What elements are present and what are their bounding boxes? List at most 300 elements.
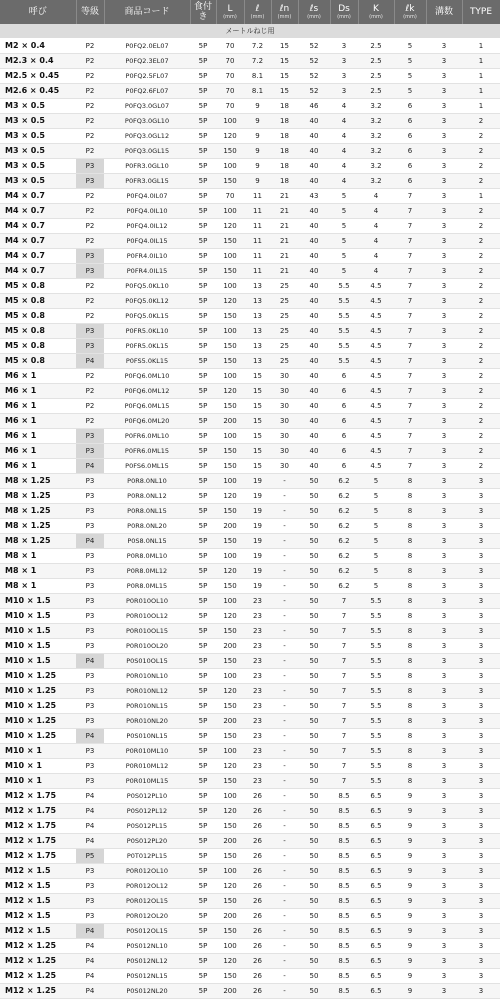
table-cell: 40	[298, 234, 330, 249]
column-header	[394, 0, 426, 24]
table-cell: 5.5	[358, 699, 394, 714]
table-cell: 9	[244, 129, 271, 144]
table-cell: 2	[462, 264, 500, 279]
table-cell: 19	[244, 519, 271, 534]
table-cell: M12 × 1.75	[0, 804, 76, 819]
table-cell: 52	[298, 69, 330, 84]
table-cell: 13	[244, 354, 271, 369]
table-cell: 5P	[190, 609, 216, 624]
table-cell: 7	[394, 279, 426, 294]
table-cell: 5	[358, 504, 394, 519]
table-cell: 5P	[190, 234, 216, 249]
table-cell: -	[271, 519, 298, 534]
table-cell: 3	[426, 744, 462, 759]
table-cell: 5P	[190, 729, 216, 744]
table-cell: 3	[462, 864, 500, 879]
table-cell: M10 × 1.5	[0, 624, 76, 639]
table-cell: 15	[271, 54, 298, 69]
table-cell: 100	[216, 549, 244, 564]
table-cell: 26	[244, 819, 271, 834]
table-cell: 5P	[190, 714, 216, 729]
table-cell: 6.2	[330, 489, 358, 504]
table-cell: P3	[76, 909, 104, 924]
table-cell: 13	[244, 309, 271, 324]
table-row	[0, 984, 500, 999]
table-cell: M5 × 0.8	[0, 309, 76, 324]
table-cell: P2	[76, 189, 104, 204]
table-cell: 4.5	[358, 444, 394, 459]
table-cell: P3	[76, 639, 104, 654]
table-cell: -	[271, 624, 298, 639]
table-cell: 100	[216, 744, 244, 759]
table-cell: 3	[426, 69, 462, 84]
table-cell: -	[271, 534, 298, 549]
table-cell: 70	[216, 54, 244, 69]
table-cell: P0R8.0NL15	[104, 504, 190, 519]
table-cell: 50	[298, 489, 330, 504]
table-cell: 8	[394, 504, 426, 519]
table-cell: M4 × 0.7	[0, 204, 76, 219]
table-cell: 3	[462, 504, 500, 519]
table-cell: 3	[426, 894, 462, 909]
table-cell: 21	[271, 204, 298, 219]
table-cell: 2	[462, 114, 500, 129]
table-cell: M3 × 0.5	[0, 129, 76, 144]
table-cell: P0FR3.0GL10	[104, 159, 190, 174]
table-cell: 8	[394, 549, 426, 564]
table-cell: 40	[298, 444, 330, 459]
table-cell: 150	[216, 234, 244, 249]
table-cell: 8	[394, 774, 426, 789]
table-row	[0, 444, 500, 459]
table-cell: M4 × 0.7	[0, 264, 76, 279]
table-row	[0, 234, 500, 249]
table-cell: 3	[462, 879, 500, 894]
column-header-label: 等級	[80, 7, 99, 17]
table-cell: 8	[394, 474, 426, 489]
table-cell: 5	[394, 84, 426, 99]
table-cell: P0S012NL10	[104, 939, 190, 954]
table-cell: 5	[394, 69, 426, 84]
table-cell: 5.5	[358, 639, 394, 654]
table-cell: 19	[244, 489, 271, 504]
table-cell: 5P	[190, 759, 216, 774]
table-cell: 5.5	[358, 594, 394, 609]
table-cell: 11	[244, 264, 271, 279]
table-cell: -	[271, 669, 298, 684]
table-cell: 6.5	[358, 849, 394, 864]
column-header-label: TYPE	[469, 7, 493, 17]
table-cell: -	[271, 729, 298, 744]
table-cell: P3	[76, 429, 104, 444]
table-cell: M2 × 0.4	[0, 39, 76, 54]
table-cell: 5.5	[330, 324, 358, 339]
table-cell: 18	[271, 174, 298, 189]
table-cell: -	[271, 909, 298, 924]
table-row	[0, 594, 500, 609]
table-cell: 9	[244, 159, 271, 174]
table-cell: 6.5	[358, 909, 394, 924]
column-header-unit: (mm)	[223, 14, 237, 20]
table-cell: 3	[426, 114, 462, 129]
table-cell: 5P	[190, 294, 216, 309]
table-cell: P0S012NL20	[104, 984, 190, 999]
column-header-label: 溝数	[434, 7, 453, 17]
table-cell: 7	[330, 729, 358, 744]
table-cell: 50	[298, 924, 330, 939]
table-cell: 13	[244, 279, 271, 294]
table-cell: 3	[426, 924, 462, 939]
table-cell: P2	[76, 84, 104, 99]
table-cell: 5.5	[330, 339, 358, 354]
table-cell: P0R8.0ML15	[104, 579, 190, 594]
table-cell: P0FR6.0ML15	[104, 444, 190, 459]
table-cell: 9	[394, 879, 426, 894]
table-cell: 5P	[190, 429, 216, 444]
table-cell: 4.5	[358, 384, 394, 399]
table-cell: 120	[216, 684, 244, 699]
table-row	[0, 609, 500, 624]
table-cell: 5P	[190, 639, 216, 654]
table-cell: P3	[76, 699, 104, 714]
table-cell: 100	[216, 474, 244, 489]
table-cell: 7	[394, 369, 426, 384]
table-cell: P0FQ6.0ML12	[104, 384, 190, 399]
table-cell: 3	[426, 99, 462, 114]
table-row	[0, 624, 500, 639]
table-cell: M10 × 1	[0, 774, 76, 789]
table-row	[0, 939, 500, 954]
table-cell: 150	[216, 459, 244, 474]
table-cell: 40	[298, 144, 330, 159]
table-cell: 2	[462, 324, 500, 339]
table-cell: 50	[298, 714, 330, 729]
table-row	[0, 534, 500, 549]
table-cell: 5	[330, 204, 358, 219]
table-row	[0, 249, 500, 264]
table-cell: 4	[330, 174, 358, 189]
table-cell: 6.2	[330, 549, 358, 564]
table-cell: 2.5	[358, 54, 394, 69]
table-cell: 23	[244, 609, 271, 624]
table-cell: 11	[244, 189, 271, 204]
table-cell: 50	[298, 669, 330, 684]
table-cell: 7	[330, 624, 358, 639]
table-cell: 11	[244, 219, 271, 234]
table-cell: 40	[298, 384, 330, 399]
table-cell: 50	[298, 939, 330, 954]
table-cell: 4	[330, 144, 358, 159]
table-cell: 3	[426, 339, 462, 354]
table-cell: -	[271, 969, 298, 984]
table-cell: 150	[216, 534, 244, 549]
table-cell: P0R010OL10	[104, 594, 190, 609]
table-cell: 3	[426, 444, 462, 459]
table-cell: -	[271, 984, 298, 999]
table-cell: P3	[76, 714, 104, 729]
table-cell: 50	[298, 639, 330, 654]
table-row	[0, 699, 500, 714]
table-cell: 6.2	[330, 534, 358, 549]
table-cell: M6 × 1	[0, 384, 76, 399]
table-row	[0, 654, 500, 669]
table-cell: 25	[271, 354, 298, 369]
table-cell: 13	[244, 324, 271, 339]
table-cell: 2	[462, 219, 500, 234]
table-cell: 7	[394, 339, 426, 354]
table-cell: 40	[298, 459, 330, 474]
table-cell: 3	[426, 414, 462, 429]
column-header-unit: (mm)	[307, 14, 321, 20]
table-cell: 5P	[190, 834, 216, 849]
table-cell: -	[271, 504, 298, 519]
table-cell: 3	[462, 624, 500, 639]
table-cell: -	[271, 834, 298, 849]
table-row	[0, 969, 500, 984]
table-cell: 5P	[190, 579, 216, 594]
table-cell: 5P	[190, 984, 216, 999]
table-cell: P4	[76, 924, 104, 939]
table-cell: 2	[462, 354, 500, 369]
table-cell: P4	[76, 819, 104, 834]
table-cell: P3	[76, 609, 104, 624]
table-cell: M8 × 1	[0, 564, 76, 579]
table-cell: 3	[426, 699, 462, 714]
table-cell: P0R010OL12	[104, 609, 190, 624]
column-header-label: 呼び	[28, 7, 47, 17]
table-cell: 100	[216, 159, 244, 174]
table-cell: 5	[358, 489, 394, 504]
table-cell: 6.2	[330, 519, 358, 534]
table-cell: 3	[426, 609, 462, 624]
table-cell: 50	[298, 954, 330, 969]
table-cell: 9	[244, 114, 271, 129]
table-cell: P0FQ6.0ML15	[104, 399, 190, 414]
table-cell: 26	[244, 984, 271, 999]
table-cell: 19	[244, 474, 271, 489]
table-cell: 1	[462, 99, 500, 114]
table-cell: 150	[216, 699, 244, 714]
table-row	[0, 909, 500, 924]
table-cell: P3	[76, 744, 104, 759]
table-cell: 5	[358, 519, 394, 534]
table-cell: P0S010NL15	[104, 729, 190, 744]
table-cell: 15	[244, 444, 271, 459]
table-cell: -	[271, 639, 298, 654]
table-cell: 40	[298, 129, 330, 144]
table-row	[0, 84, 500, 99]
table-cell: 50	[298, 504, 330, 519]
table-cell: 120	[216, 609, 244, 624]
table-cell: P0S010OL15	[104, 654, 190, 669]
table-cell: 5P	[190, 474, 216, 489]
table-cell: 7	[330, 594, 358, 609]
table-cell: 9	[244, 174, 271, 189]
table-cell: 2	[462, 129, 500, 144]
table-cell: M3 × 0.5	[0, 144, 76, 159]
table-cell: 50	[298, 684, 330, 699]
table-cell: M4 × 0.7	[0, 249, 76, 264]
table-cell: 3	[462, 789, 500, 804]
section-label: メートルねじ用	[0, 24, 500, 39]
table-cell: -	[271, 864, 298, 879]
table-cell: M3 × 0.5	[0, 174, 76, 189]
table-cell: P4	[76, 354, 104, 369]
table-cell: M10 × 1.5	[0, 654, 76, 669]
table-cell: 26	[244, 804, 271, 819]
table-cell: 3	[462, 714, 500, 729]
table-cell: 100	[216, 369, 244, 384]
table-cell: P2	[76, 39, 104, 54]
table-cell: 40	[298, 204, 330, 219]
table-cell: 2	[462, 249, 500, 264]
table-cell: 6.5	[358, 834, 394, 849]
table-cell: 2	[462, 414, 500, 429]
table-cell: 200	[216, 414, 244, 429]
table-cell: M10 × 1.25	[0, 669, 76, 684]
table-cell: M12 × 1.75	[0, 834, 76, 849]
table-cell: 23	[244, 699, 271, 714]
table-cell: P4	[76, 984, 104, 999]
table-cell: 5P	[190, 399, 216, 414]
table-cell: 50	[298, 879, 330, 894]
table-cell: 7	[394, 444, 426, 459]
column-header	[298, 0, 330, 24]
table-cell: M2.5 × 0.45	[0, 69, 76, 84]
table-cell: 25	[271, 339, 298, 354]
table-cell: 3	[426, 324, 462, 339]
table-cell: 5P	[190, 459, 216, 474]
table-row	[0, 579, 500, 594]
table-cell: P0FQ4.0IL10	[104, 204, 190, 219]
table-cell: 50	[298, 534, 330, 549]
table-cell: M12 × 1.25	[0, 969, 76, 984]
table-cell: M4 × 0.7	[0, 219, 76, 234]
table-cell: 6	[394, 159, 426, 174]
table-row	[0, 174, 500, 189]
table-cell: 9	[394, 789, 426, 804]
table-cell: P4	[76, 534, 104, 549]
table-cell: 70	[216, 39, 244, 54]
table-row	[0, 294, 500, 309]
table-cell: P0R010NL12	[104, 684, 190, 699]
table-cell: 8	[394, 714, 426, 729]
table-cell: 5P	[190, 99, 216, 114]
table-cell: 3	[426, 129, 462, 144]
table-cell: 3	[462, 804, 500, 819]
table-cell: 5P	[190, 909, 216, 924]
table-cell: 19	[244, 549, 271, 564]
table-cell: P3	[76, 864, 104, 879]
table-row	[0, 549, 500, 564]
table-cell: 5P	[190, 864, 216, 879]
table-cell: 50	[298, 594, 330, 609]
table-cell: 11	[244, 234, 271, 249]
table-cell: 43	[298, 189, 330, 204]
column-header-label: ℓs	[309, 4, 319, 14]
table-cell: -	[271, 819, 298, 834]
table-cell: 2	[462, 384, 500, 399]
table-cell: 8.5	[330, 924, 358, 939]
table-cell: -	[271, 714, 298, 729]
table-cell: 3	[426, 834, 462, 849]
table-cell: 3	[426, 789, 462, 804]
table-cell: 4.5	[358, 354, 394, 369]
table-cell: 6	[330, 399, 358, 414]
table-cell: 40	[298, 339, 330, 354]
table-cell: 3	[426, 189, 462, 204]
table-cell: 4.5	[358, 309, 394, 324]
table-cell: 4.5	[358, 369, 394, 384]
table-cell: 120	[216, 219, 244, 234]
table-cell: 40	[298, 264, 330, 279]
table-cell: 6	[394, 144, 426, 159]
table-cell: 100	[216, 249, 244, 264]
table-cell: 40	[298, 309, 330, 324]
table-cell: P0R8.0NL12	[104, 489, 190, 504]
table-cell: 5P	[190, 219, 216, 234]
table-cell: 3	[462, 489, 500, 504]
table-cell: 3	[462, 774, 500, 789]
table-cell: 4	[330, 129, 358, 144]
table-cell: P0FQ5.0KL12	[104, 294, 190, 309]
table-cell: 3	[462, 564, 500, 579]
table-cell: 3.2	[358, 144, 394, 159]
table-cell: 30	[271, 429, 298, 444]
table-cell: 150	[216, 849, 244, 864]
table-cell: 3	[426, 39, 462, 54]
table-cell: 40	[298, 324, 330, 339]
table-cell: 5P	[190, 519, 216, 534]
table-cell: M5 × 0.8	[0, 294, 76, 309]
table-cell: 18	[271, 114, 298, 129]
table-cell: P3	[76, 669, 104, 684]
column-header-unit: (mm)	[277, 14, 292, 20]
table-cell: 5	[358, 549, 394, 564]
table-cell: P0FR5.0KL10	[104, 324, 190, 339]
table-cell: 3	[426, 264, 462, 279]
table-cell: 120	[216, 489, 244, 504]
table-cell: 3.2	[358, 129, 394, 144]
table-cell: 50	[298, 699, 330, 714]
table-cell: 5P	[190, 894, 216, 909]
table-cell: 3	[330, 69, 358, 84]
table-cell: 26	[244, 789, 271, 804]
table-row	[0, 954, 500, 969]
table-cell: -	[271, 699, 298, 714]
table-cell: 7	[330, 684, 358, 699]
table-cell: 11	[244, 249, 271, 264]
table-cell: 7	[330, 669, 358, 684]
table-cell: 70	[216, 84, 244, 99]
table-cell: 26	[244, 954, 271, 969]
table-cell: 2	[462, 174, 500, 189]
table-cell: 8.1	[244, 84, 271, 99]
column-header-unit: (mm)	[337, 14, 351, 20]
table-cell: 3	[426, 204, 462, 219]
table-cell: M8 × 1.25	[0, 474, 76, 489]
table-cell: 52	[298, 54, 330, 69]
table-cell: -	[271, 954, 298, 969]
table-cell: 50	[298, 969, 330, 984]
table-cell: P2	[76, 384, 104, 399]
table-cell: 7	[330, 699, 358, 714]
table-cell: P2	[76, 414, 104, 429]
table-cell: 3	[426, 459, 462, 474]
table-cell: 200	[216, 984, 244, 999]
table-row	[0, 564, 500, 579]
table-cell: 26	[244, 969, 271, 984]
